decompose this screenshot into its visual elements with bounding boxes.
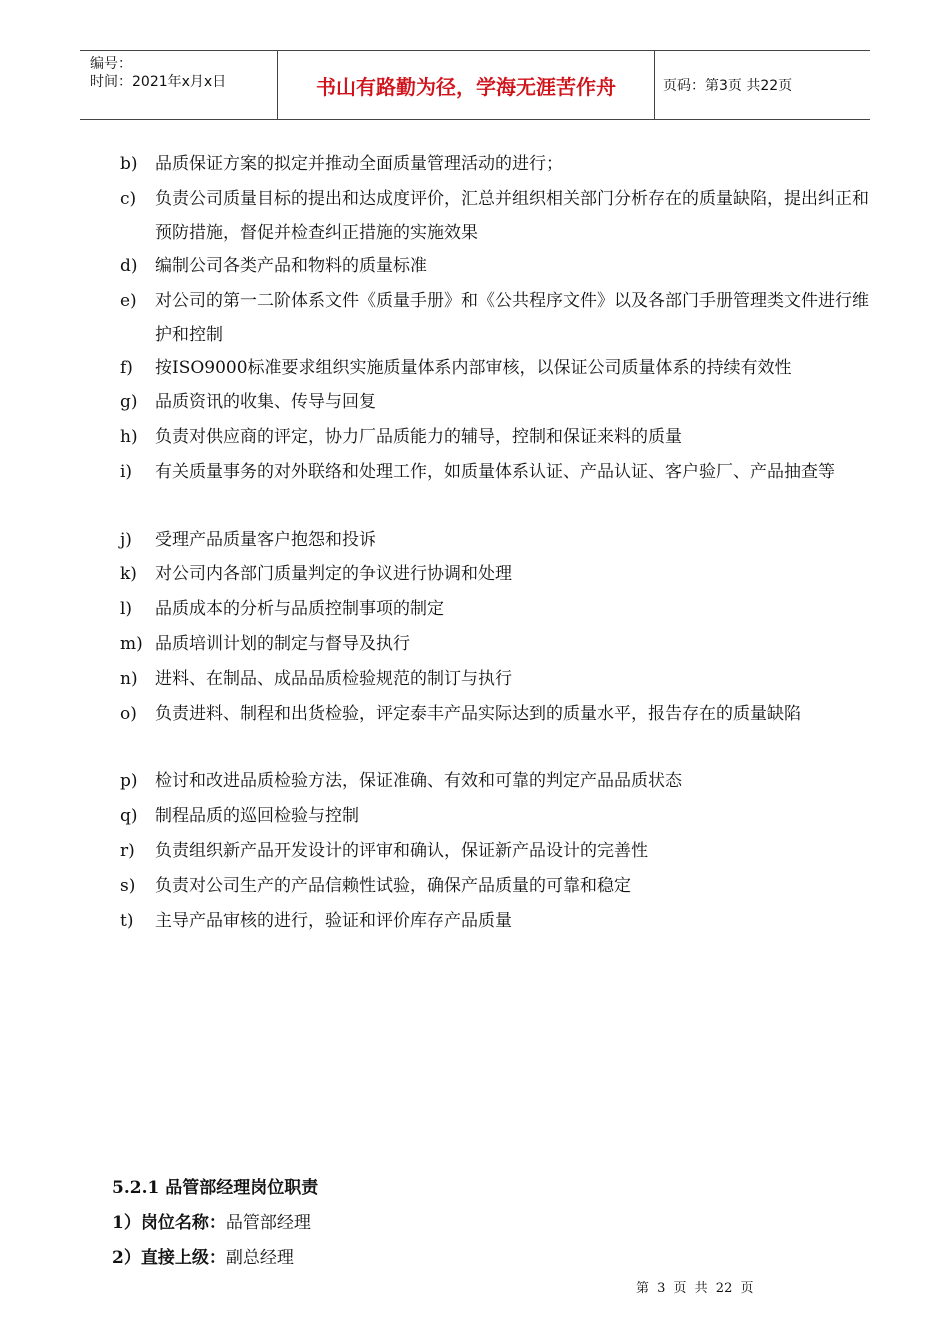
list-marker: s) bbox=[120, 876, 136, 896]
list-marker: l) bbox=[120, 599, 133, 619]
list-item-text: 有关质量事务的对外联络和处理工作，如质量体系认证、产品认证、客户验厂、产品抽查等 bbox=[155, 462, 835, 482]
list-item bbox=[120, 182, 880, 250]
document-number-label: 编号： bbox=[90, 56, 132, 72]
list-item-text: 受理产品质量客户抱怨和投诉 bbox=[155, 530, 376, 550]
list-item-text: 对公司的第一二阶体系文件《质量手册》和《公共程序文件》以及各部门手册管理类文件进行维护和控制 bbox=[155, 291, 869, 345]
list-item-text: 编制公司各类产品和物料的质量标准 bbox=[155, 256, 427, 276]
list-marker: b) bbox=[120, 154, 138, 174]
section-heading: 5.2.1 品管部经理岗位职责 bbox=[112, 1178, 319, 1198]
list-item bbox=[120, 834, 880, 868]
list-marker: i) bbox=[120, 462, 133, 482]
position-name-line bbox=[112, 1211, 311, 1235]
header-motto: 书山有路勤为径，学海无涯苦作舟 bbox=[278, 51, 655, 119]
list-item bbox=[120, 249, 880, 283]
list-marker: g) bbox=[120, 392, 138, 412]
direct-superior-line bbox=[112, 1246, 294, 1270]
list-item-text: 主导产品审核的进行，验证和评价库存产品质量 bbox=[155, 911, 512, 931]
list-item-text: 负责公司质量目标的提出和达成度评价，汇总并组织相关部门分析存在的质量缺陷，提出纠正和预防措施，督促并检查纠正措施的实施效果 bbox=[155, 189, 869, 243]
list-item-text: 品质培训计划的制定与督导及执行 bbox=[155, 634, 410, 654]
list-item-text: 品质资讯的收集、传导与回复 bbox=[155, 392, 376, 412]
list-item-text: 对公司内各部门质量判定的争议进行协调和处理 bbox=[155, 564, 512, 584]
list-item-text: 负责对公司生产的产品信赖性试验，确保产品质量的可靠和稳定 bbox=[155, 876, 631, 896]
header-info-cell bbox=[80, 51, 278, 119]
position-name-value: 品管部经理 bbox=[225, 1213, 311, 1233]
list-marker: d) bbox=[120, 256, 138, 276]
list-item bbox=[120, 764, 880, 798]
header-page-number: 页码：第3页 共22页 bbox=[663, 78, 793, 94]
list-item-text: 品质保证方案的拟定并推动全面质量管理活动的进行； bbox=[155, 154, 563, 174]
list-item bbox=[120, 351, 880, 385]
list-item-text: 负责对供应商的评定，协力厂品质能力的辅导，控制和保证来料的质量 bbox=[155, 427, 682, 447]
list-marker: q) bbox=[120, 806, 138, 826]
list-item-text: 检讨和改进品质检验方法，保证准确、有效和可靠的判定产品品质状态 bbox=[155, 771, 682, 791]
list-marker: e) bbox=[120, 291, 137, 311]
list-item-text: 制程品质的巡回检验与控制 bbox=[155, 806, 359, 826]
list-item bbox=[120, 799, 880, 833]
list-marker: c) bbox=[120, 189, 137, 209]
list-item bbox=[120, 627, 880, 661]
list-item bbox=[120, 385, 880, 419]
list-item bbox=[120, 455, 880, 489]
page-footer: 第 3 页 共 22 页 bbox=[636, 1281, 754, 1296]
list-marker: f) bbox=[120, 358, 133, 378]
list-item bbox=[120, 420, 880, 454]
list-item bbox=[120, 284, 880, 352]
list-marker: h) bbox=[120, 427, 138, 447]
list-marker: j) bbox=[120, 530, 132, 550]
document-header bbox=[80, 50, 870, 120]
direct-superior-label: 2）直接上级： bbox=[112, 1248, 226, 1268]
list-item bbox=[120, 662, 880, 696]
list-item-text: 负责进料、制程和出货检验，评定泰丰产品实际达到的质量水平，报告存在的质量缺陷 bbox=[155, 704, 801, 724]
list-item-text: 进料、在制品、成品品质检验规范的制订与执行 bbox=[155, 669, 512, 689]
direct-superior-value: 副总经理 bbox=[225, 1248, 294, 1268]
list-marker: k) bbox=[120, 564, 137, 584]
list-item bbox=[120, 557, 880, 591]
list-item bbox=[120, 904, 880, 938]
list-item bbox=[120, 147, 880, 181]
list-item-text: 品质成本的分析与品质控制事项的制定 bbox=[155, 599, 444, 619]
list-marker: m) bbox=[120, 634, 143, 654]
list-marker: p) bbox=[120, 771, 138, 791]
list-marker: o) bbox=[120, 704, 137, 724]
list-marker: n) bbox=[120, 669, 138, 689]
position-name-label: 1）岗位名称： bbox=[112, 1213, 226, 1233]
document-date: 时间：2021年x月x日 bbox=[90, 74, 227, 90]
list-item bbox=[120, 869, 880, 903]
list-item-text: 负责组织新产品开发设计的评审和确认，保证新产品设计的完善性 bbox=[155, 841, 648, 861]
list-marker: r) bbox=[120, 841, 135, 861]
list-item-text: 按ISO9000标准要求组织实施质量体系内部审核，以保证公司质量体系的持续有效性 bbox=[155, 358, 792, 378]
list-item bbox=[120, 523, 880, 557]
list-marker: t) bbox=[120, 911, 134, 931]
list-item bbox=[120, 697, 880, 731]
list-item bbox=[120, 592, 880, 626]
